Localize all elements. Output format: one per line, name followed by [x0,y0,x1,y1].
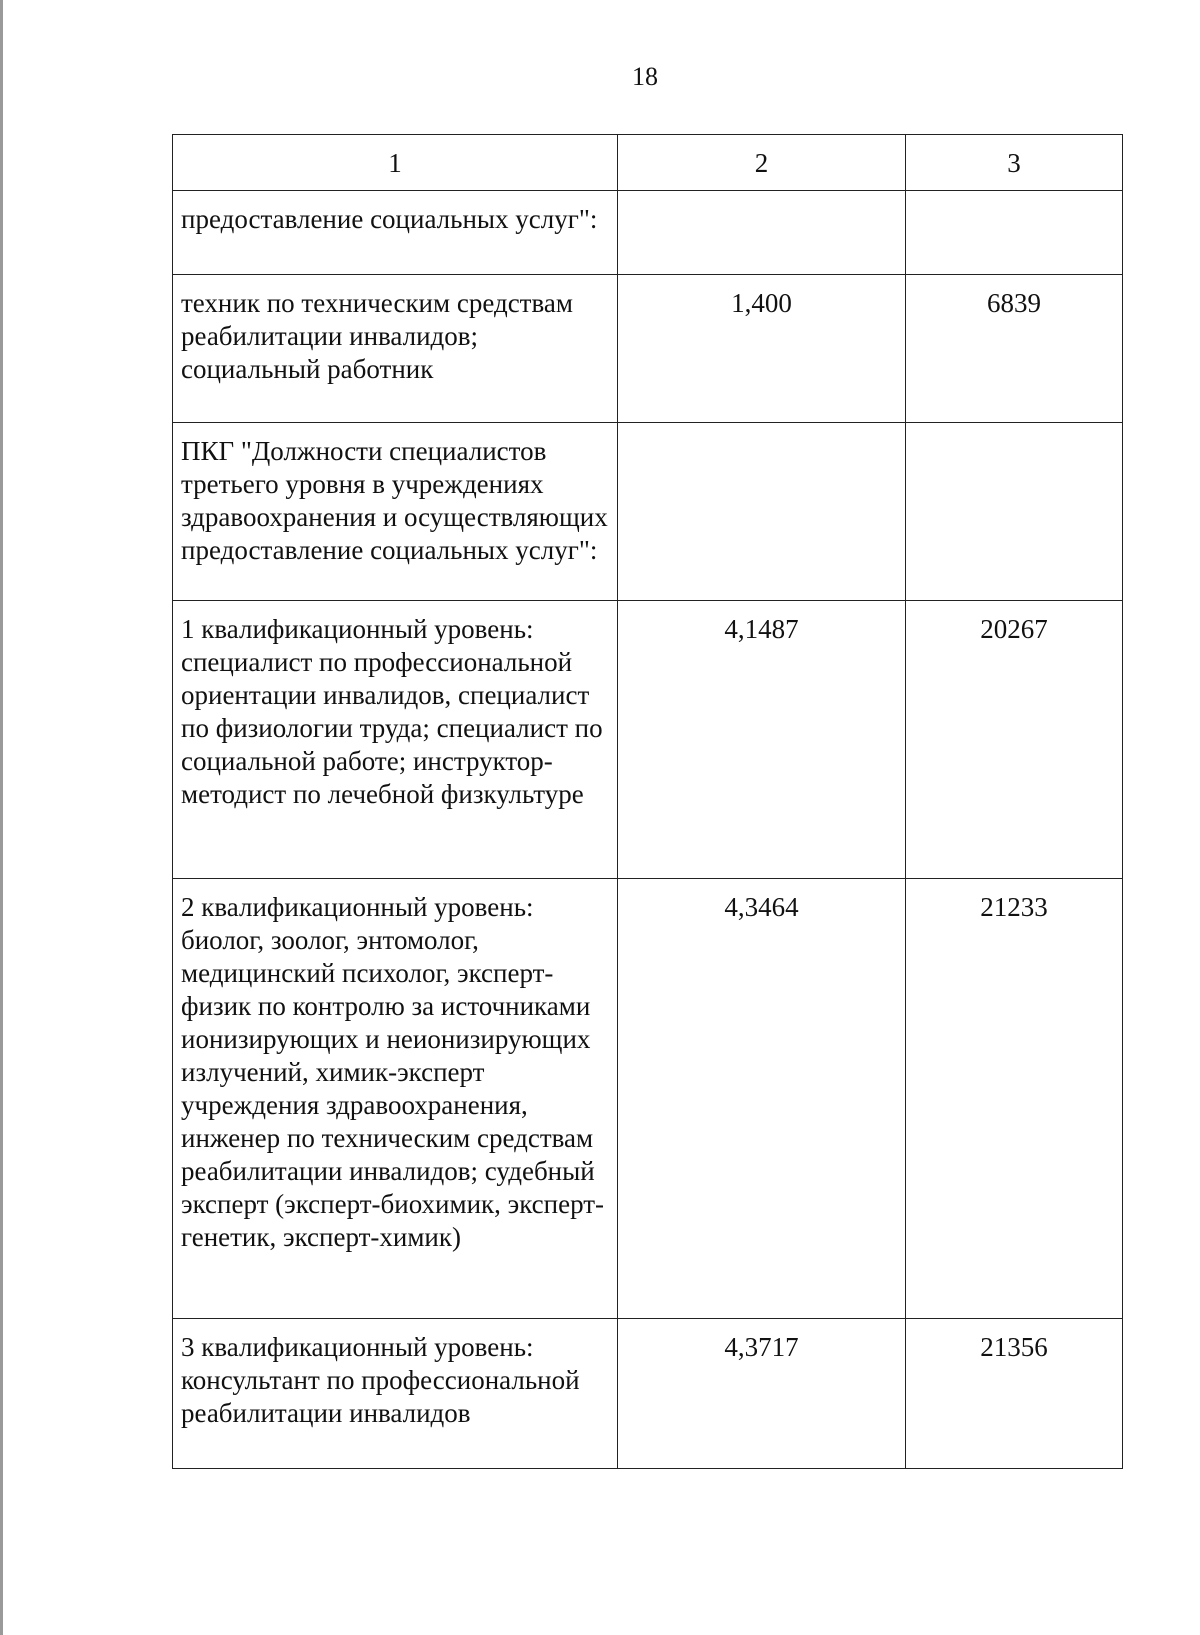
coefficient-cell: 1,400 [618,275,906,423]
coefficient-cell [618,191,906,275]
table-row [173,275,1123,423]
position-name: 1 квалификационный уровень: специалист по профессиональной ориентации инвалидов, специалист по физиологии труда; специалист по социальной работе; инструктор-методист по лечебной физкультуре [173,601,618,879]
column-header-2: 2 [618,135,906,191]
position-name: 3 квалификационный уровень: консультант по профессиональной реабилитации инвалидов [173,1319,618,1469]
position-name: 2 квалификационный уровень: биолог, зоолог, энтомолог, медицинский психолог, эксперт-физик по контролю за источниками ионизирующих и неионизирующих излучений, химик-эксперт учреждения здравоохранения, инженер по техническим средствам реабилитации инвалидов; судебный эксперт (эксперт-биохимик, эксперт-генетик, эксперт-химик) [173,879,618,1319]
salary-cell: 6839 [906,275,1123,423]
coefficient-cell [618,423,906,601]
coefficient-cell: 4,3717 [618,1319,906,1469]
table-row [173,879,1123,1319]
salary-cell: 21233 [906,879,1123,1319]
salary-cell: 21356 [906,1319,1123,1469]
position-name: ПКГ "Должности специалистов третьего уровня в учреждениях здравоохранения и осуществляющих предоставление социальных услуг": [173,423,618,601]
salary-cell [906,423,1123,601]
position-name: предоставление социальных услуг": [173,191,618,275]
coefficient-cell: 4,3464 [618,879,906,1319]
table-row [173,423,1123,601]
table-row [173,601,1123,879]
column-header-1: 1 [173,135,618,191]
column-header-3: 3 [906,135,1123,191]
table-row [173,1319,1123,1469]
scan-edge [0,0,3,1635]
table-row [173,191,1123,275]
position-name: техник по техническим средствам реабилитации инвалидов; социальный работник [173,275,618,423]
table-header-row [173,135,1123,191]
coefficient-cell: 4,1487 [618,601,906,879]
salary-cell [906,191,1123,275]
page-number: 18 [632,62,658,91]
salary-table [172,134,1123,1469]
salary-cell: 20267 [906,601,1123,879]
